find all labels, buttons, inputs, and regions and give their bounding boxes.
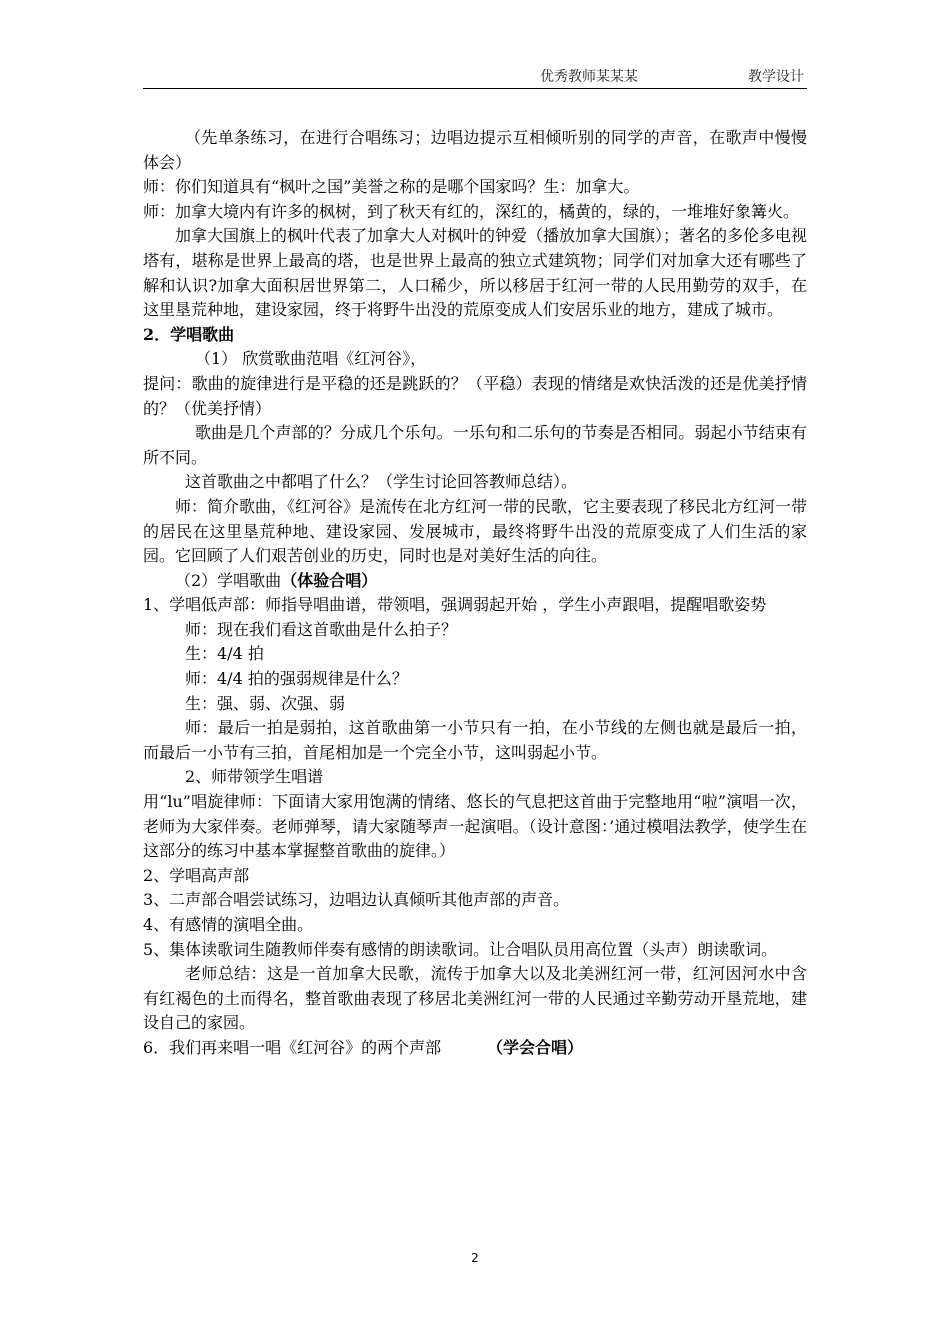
paragraph: （先单条练习，在进行合唱练习；边唱边提示互相倾听别的同学的声音，在歌声中慢慢体会）	[143, 128, 807, 172]
paragraph: 歌曲是几个声部的？分成几个乐句。一乐句和二乐句的节奏是否相同。弱起小节结束有所不同。	[143, 423, 807, 467]
dialogue-line: 生：强、弱、次强、弱	[185, 693, 346, 713]
header-doc-type: 教学设计	[748, 69, 804, 85]
subsection-heading	[143, 569, 807, 594]
dialogue-line: 师：现在我们看这首歌曲是什么拍子？	[185, 619, 458, 639]
dialogue-line: 师：4/4 拍的强弱规律是什么？	[185, 669, 408, 689]
header-rule	[143, 88, 807, 89]
header-author: 优秀教师某某某	[540, 69, 638, 85]
step-text: 6．我们再来唱一唱《红河谷》的两个声部	[143, 1037, 487, 1057]
paragraph: 5、集体读歌词生随教师伴奏有感情的朗读歌词。让合唱队员用高位置（头声）朗读歌词。	[143, 939, 778, 959]
paragraph: 提问：歌曲的旋律进行是平稳的还是跳跃的？（平稳）表现的情绪是欢快活泼的还是优美抒情的？（优美抒情）	[143, 373, 807, 418]
dialogue-line: 生：4/4 拍	[185, 644, 264, 664]
paragraph: 4、有感情的演唱全曲。	[143, 915, 314, 934]
paragraph: 3、二声部合唱尝试练习，边唱边认真倾听其他声部的声音。	[143, 890, 570, 910]
paragraph: 师：加拿大境内有许多的枫树，到了秋天有红的，深红的，橘黄的，绿的，一堆堆好象篝火。	[143, 201, 800, 221]
section-heading: 2．学唱歌曲	[143, 324, 235, 344]
paragraph	[143, 1036, 807, 1061]
paragraph: 师：你们知道具有“枫叶之国”美誉之称的是哪个国家吗？生：加拿大。	[143, 177, 640, 197]
step-emphasis: （学会合唱）	[486, 1037, 583, 1057]
paragraph: 加拿大国旗上的枫叶代表了加拿大人对枫叶的钟爱（播放加拿大国旗）；著名的多伦多电视塔有，堪称是世界上最高的塔，也是世界上最高的独立式建筑物；同学们对加拿大还有哪些了解和认识?加拿大面积居世界第二，人口稀少，所以移居于红河一带的人民用勤劳的双手，在这里垦荒种地，建设家园，终于将野牛出没的荒原变成人们安居乐业的地方，建成了城市。	[143, 226, 808, 320]
paragraph: 用“lu”唱旋律师：下面请大家用饱满的情绪、悠长的气息把这首曲于完整地用“啦”演唱一次，老师为大家伴奏。老师弹琴，请大家随琴声一起演唱。（设计意图：’通过模唱法教学，使学生在这部分的练习中基本掌握整首歌曲的旋律。）	[143, 792, 807, 861]
paragraph: 2、师带领学生唱谱	[185, 767, 324, 787]
paragraph: 师：简介歌曲，《红河谷》是流传在北方红河一带的民歌，它主要表现了移民北方红河一带的居民在这里垦荒种地、建设家园、发展城市，最终将野牛出没的荒原变成了人们生活的家园。它回顾了人们艰苦创业的历史，同时也是对美好生活的向往。	[143, 496, 808, 566]
subsection-label: （2）学唱歌曲	[175, 570, 282, 590]
paragraph: 老师总结：这是一首加拿大民歌，流传于加拿大以及北美洲红河一带，红河因河水中含有红褐色的土而得名，整首歌曲表现了移居北美洲红河一带的人民通过辛勤劳动开垦荒地，建设自己的家园。	[143, 964, 807, 1033]
page-number: 2	[471, 1251, 479, 1265]
paragraph: 1、学唱低声部：师指导唱曲谱，带领唱，强调弱起开始 ，学生小声跟唱，提醒唱歌姿势	[143, 595, 767, 615]
document-body	[143, 126, 807, 1061]
subsection-heading: （1） 欣赏歌曲范唱《红河谷》，	[195, 349, 427, 369]
paragraph: 这首歌曲之中都唱了什么？（学生讨论回答教师总结）。	[185, 472, 578, 492]
dialogue-line: 师：最后一拍是弱拍，这首歌曲第一小节只有一拍，在小节线的左侧也就是最后一拍，而最后一小节有三拍，首尾相加是一个完全小节，这叫弱起小节。	[143, 718, 807, 762]
subsection-emphasis: （体验合唱）	[281, 570, 378, 590]
paragraph: 2、学唱高声部	[143, 865, 250, 885]
